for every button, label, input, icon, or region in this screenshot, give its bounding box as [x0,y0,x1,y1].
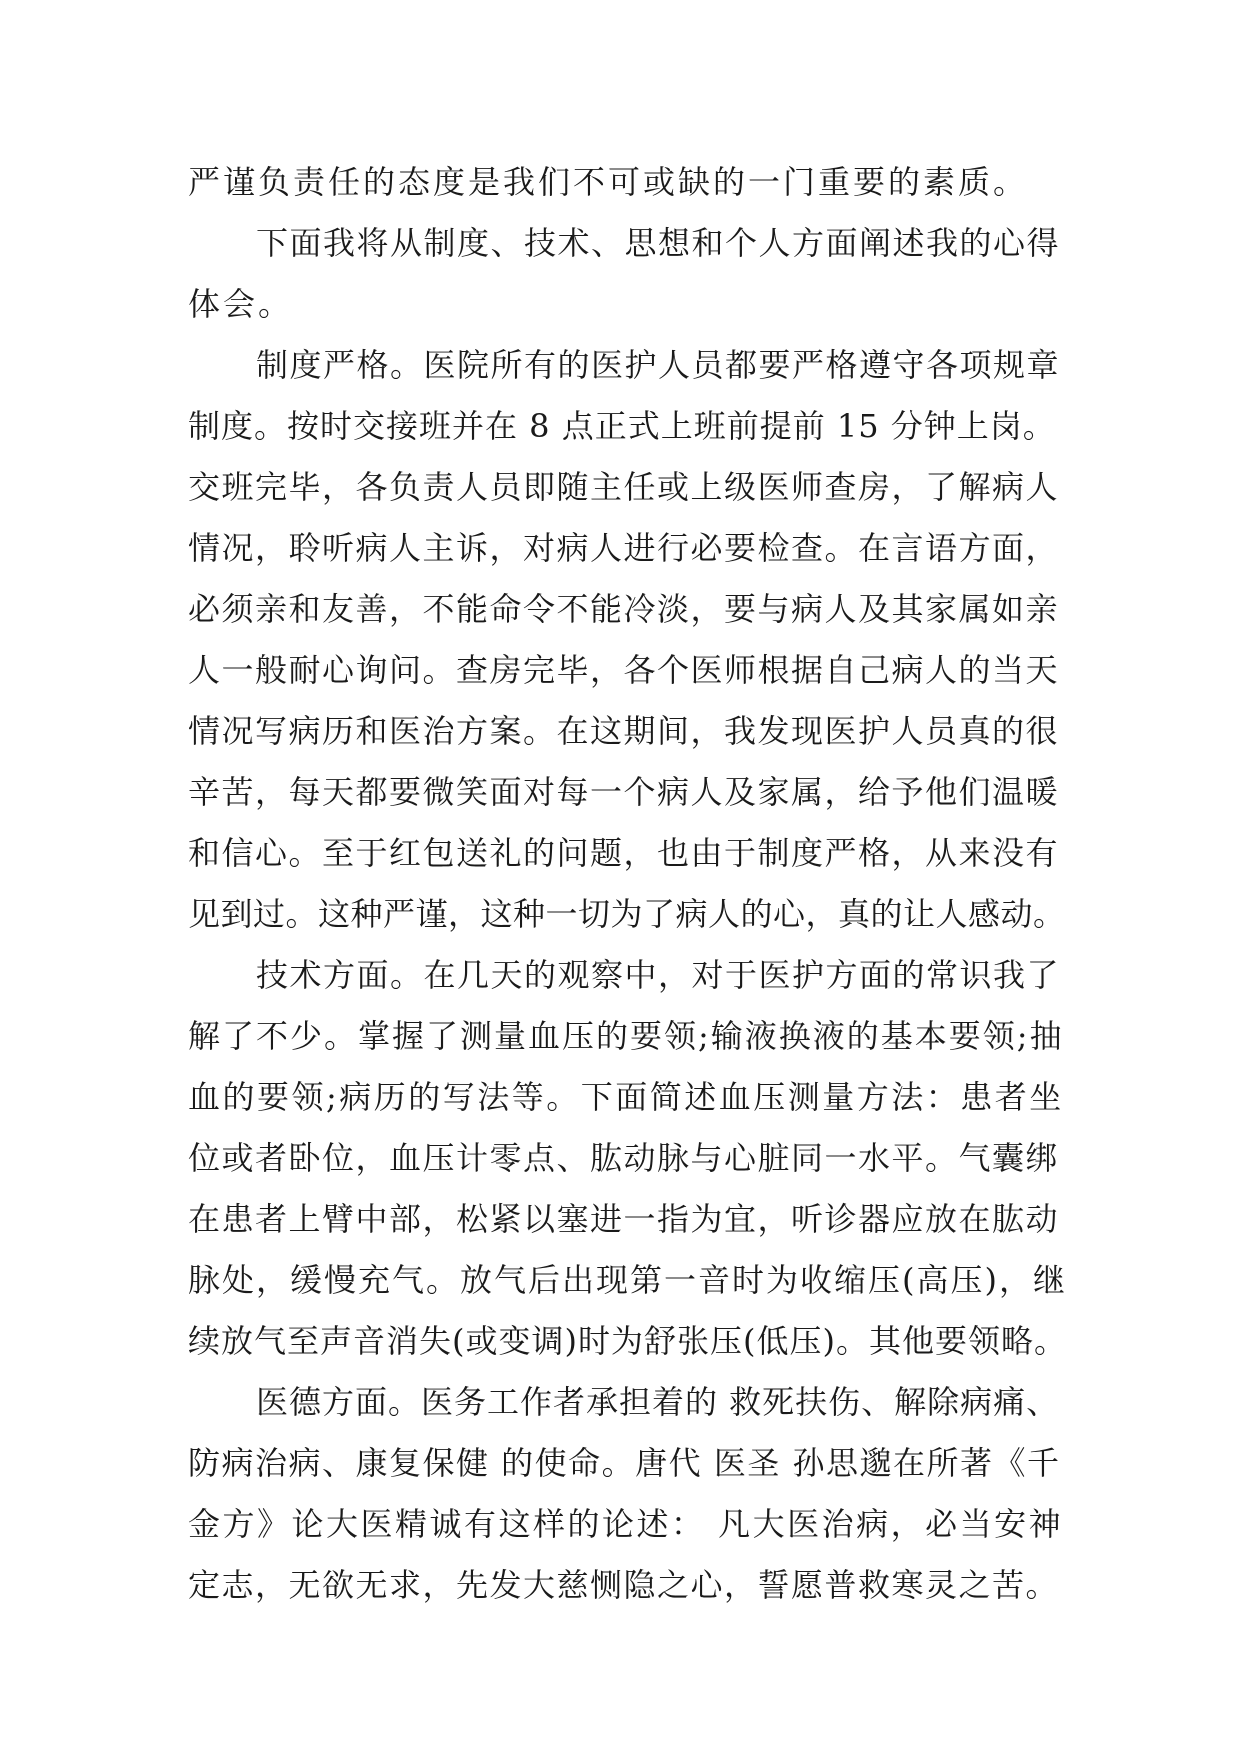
text-line: 情况写病历和医治方案。在这期间，我发现医护人员真的很 [188,712,1060,750]
paragraph-start-line: 制度严格。医院所有的医护人员都要严格遵守各项规章 [256,346,1061,384]
text-line: 脉处，缓慢充气。放气后出现第一音时为收缩压(高压)，继 [188,1261,1067,1299]
text-line: 位或者卧位，血压计零点、肱动脉与心脏同一水平。气囊绑 [188,1139,1060,1177]
text-line: 续放气至声音消失(或变调)时为舒张压(低压)。其他要领略。 [188,1322,1067,1360]
text-line: 和信心。至于红包送礼的问题，也由于制度严格，从来没有 [188,834,1060,872]
text-line: 情况，聆听病人主诉，对病人进行必要检查。在言语方面， [188,529,1060,567]
paragraph-start-line: 下面我将从制度、技术、思想和个人方面阐述我的心得 [256,224,1061,262]
paragraph-start-line: 医德方面。医务工作者承担着的 救死扶伤、解除病痛、 [256,1383,1060,1421]
text-line: 必须亲和友善，不能命令不能冷淡，要与病人及其家属如亲 [188,590,1060,628]
text-line: 制度。按时交接班并在 8 点正式上班前提前 15 分钟上岗。 [188,407,1056,445]
text-line: 体会。 [188,285,294,323]
text-line: 交班完毕，各负责人员即随主任或上级医师查房，了解病人 [188,468,1060,506]
text-line: 金方》论大医精诚有这样的论述： 凡大医治病，必当安神 [188,1505,1064,1543]
text-line: 血的要领;病历的写法等。下面简述血压测量方法：患者坐 [188,1078,1064,1116]
text-line: 防病治病、康复保健 的使命。唐代 医圣 孙思邈在所著《千 [188,1444,1061,1482]
text-line: 辛苦，每天都要微笑面对每一个病人及家属，给予他们温暖 [188,773,1060,811]
text-line: 解了不少。掌握了测量血压的要领;输液换液的基本要领;抽 [188,1017,1064,1055]
text-line: 严谨负责任的态度是我们不可或缺的一门重要的素质。 [188,163,1029,201]
text-line: 在患者上臂中部，松紧以塞进一指为宜，听诊器应放在肱动 [188,1200,1060,1238]
body-text [188,152,1068,1616]
paragraph-start-line: 技术方面。在几天的观察中，对于医护方面的常识我了 [256,956,1061,994]
text-line: 定志，无欲无求，先发大慈恻隐之心，誓愿普救寒灵之苦。 [188,1566,1060,1604]
text-line: 见到过。这种严谨，这种一切为了病人的心，真的让人感动。 [188,895,1066,933]
text-line: 人一般耐心询问。查房完毕，各个医师根据自己病人的当天 [188,651,1060,689]
